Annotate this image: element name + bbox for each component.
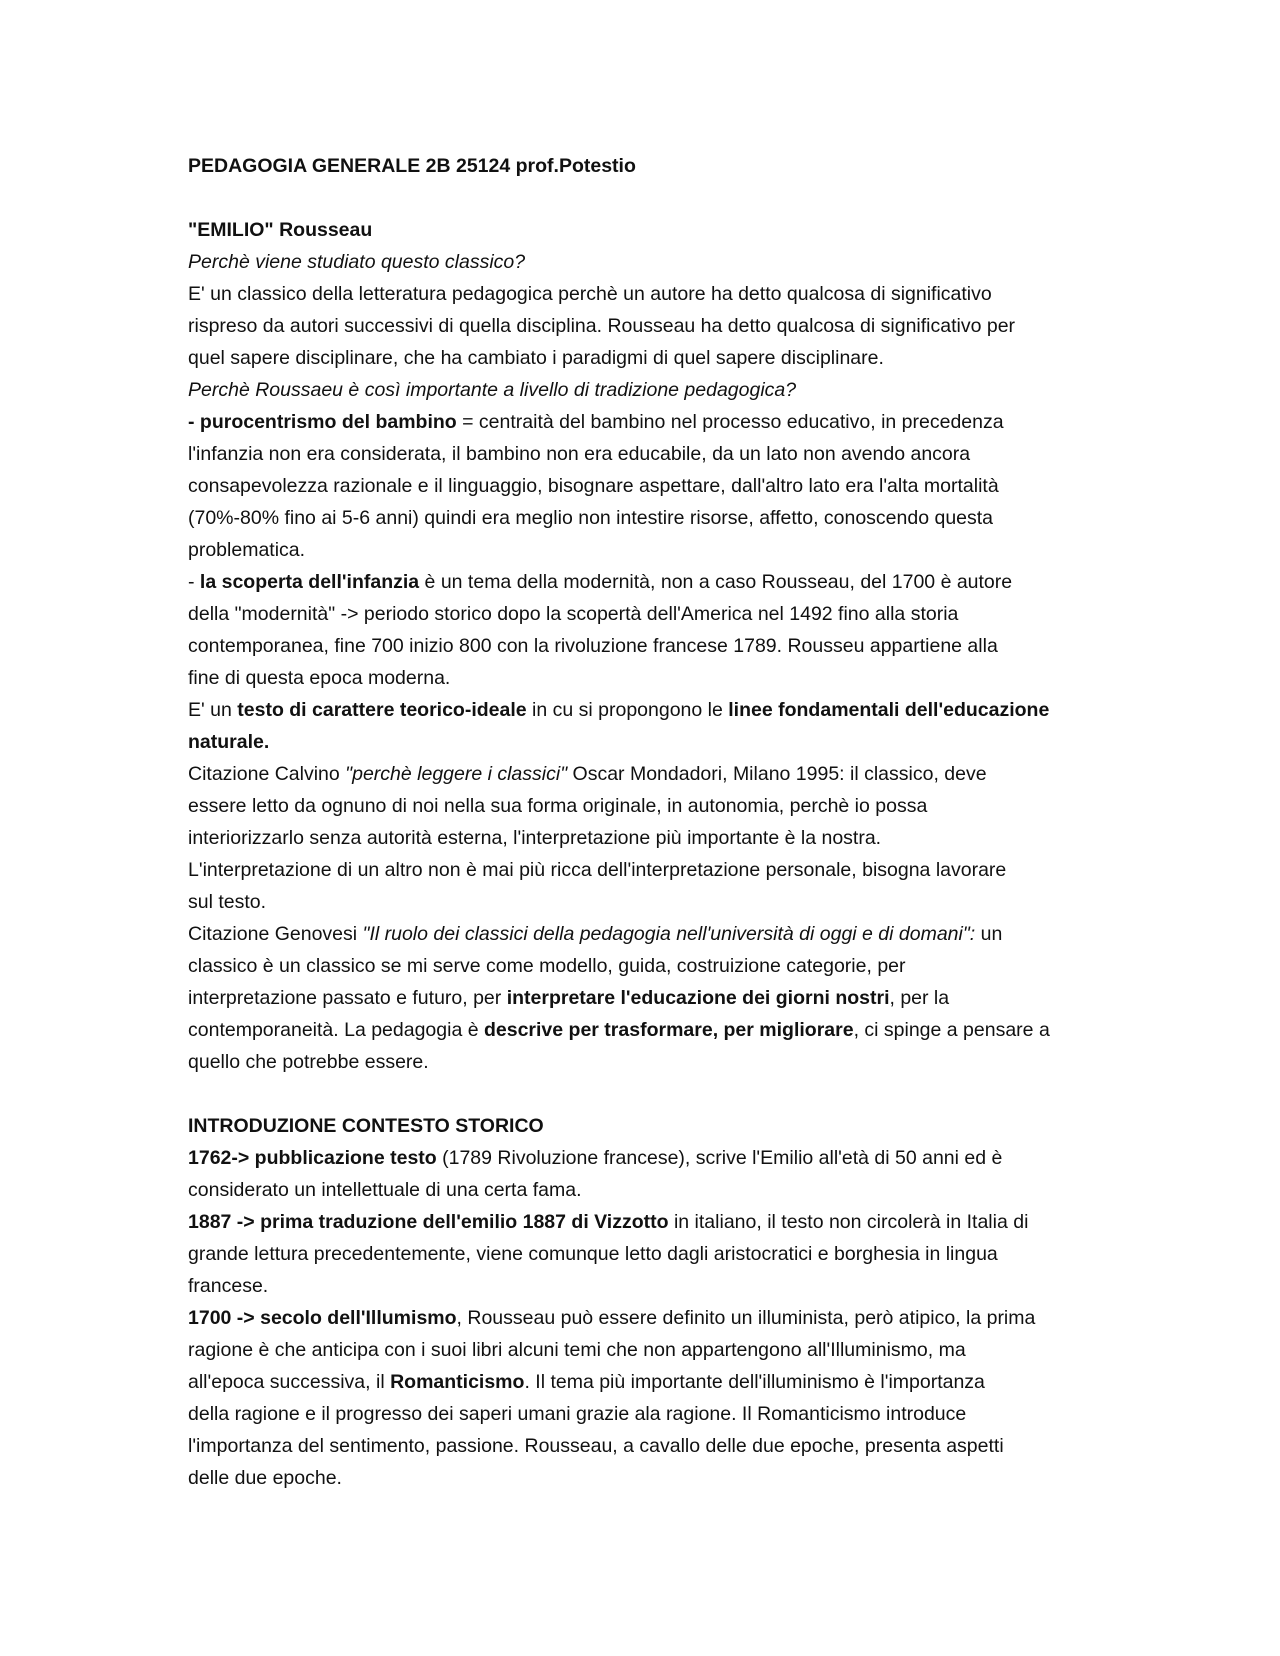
entry-1700: 1700 -> secolo dell'Illumismo, Rousseau può essere definito un illuminista, però atipico, la prima <box>188 1307 1036 1329</box>
paragraph-line: interpretazione passato e futuro, per interpretare l'educazione dei giorni nostri, per la <box>188 987 950 1009</box>
paragraph-line: ragione è che anticipa con i suoi libri alcuni temi che non appartengono all'Illuminismo, ma <box>188 1339 966 1361</box>
paragraph-line: sul testo. <box>188 891 267 913</box>
entry-1762: 1762-> pubblicazione testo (1789 Rivoluzione francese), scrive l'Emilio all'età di 50 anni ed è <box>188 1147 1003 1169</box>
quote-calvino: Citazione Calvino "perchè leggere i classici" Oscar Mondadori, Milano 1995: il classico, deve <box>188 763 987 785</box>
question-why-important: Perchè Roussaeu è così importante a livello di tradizione pedagogica? <box>188 379 797 401</box>
blank-line <box>188 182 1088 214</box>
paragraph-line: contemporaneità. La pedagogia è descrive per trasformare, per migliorare, ci spinge a pensare a <box>188 1019 1050 1041</box>
paragraph-line: della "modernità" -> periodo storico dopo la scopertà dell'America nel 1492 fino alla storia <box>188 603 959 625</box>
paragraph-line: grande lettura precedentemente, viene comunque letto dagli aristocratici e borghesia in lingua <box>188 1243 998 1265</box>
blank-line <box>188 1078 1088 1110</box>
section-title-contesto-storico: INTRODUZIONE CONTESTO STORICO <box>188 1115 544 1137</box>
paragraph-line: interiorizzarlo senza autorità esterna, l'interpretazione più importante è la nostra. <box>188 827 882 849</box>
document-page <box>188 150 1088 1494</box>
paragraph-line: francese. <box>188 1275 269 1297</box>
paragraph-line: quel sapere disciplinare, che ha cambiato i paradigmi di quel sapere disciplinare. <box>188 347 884 369</box>
paragraph-line: l'importanza del sentimento, passione. Rousseau, a cavallo delle due epoche, presenta aspetti <box>188 1435 1004 1457</box>
paragraph-line: della ragione e il progresso dei saperi umani grazie ala ragione. Il Romanticismo introduce <box>188 1403 967 1425</box>
paragraph-line: essere letto da ognuno di noi nella sua forma originale, in autonomia, perchè io possa <box>188 795 928 817</box>
paragraph-line: L'interpretazione di un altro non è mai più ricca dell'interpretazione personale, bisogna lavorare <box>188 859 1007 881</box>
paragraph-line: l'infanzia non era considerata, il bambino non era educabile, da un lato non avendo ancora <box>188 443 971 465</box>
question-why-studied: Perchè viene studiato questo classico? <box>188 251 526 273</box>
paragraph-line: (70%-80% fino ai 5-6 anni) quindi era meglio non intestire risorse, affetto, conoscendo questa <box>188 507 994 529</box>
paragraph-line: consapevolezza razionale e il linguaggio, bisognare aspettare, dall'altro lato era l'alta mortalità <box>188 475 999 497</box>
bullet-scoperta-infanzia: - la scoperta dell'infanzia è un tema della modernità, non a caso Rousseau, del 1700 è autore <box>188 571 1013 593</box>
paragraph-line: contemporanea, fine 700 inizio 800 con la rivoluzione francese 1789. Rousseu appartiene alla <box>188 635 998 657</box>
paragraph-line: fine di questa epoca moderna. <box>188 667 451 689</box>
paragraph-teorico-ideale: E' un testo di carattere teorico-ideale in cu si propongono le linee fondamentali dell'educazione <box>188 699 1050 721</box>
paragraph-line: considerato un intellettuale di una certa fama. <box>188 1179 582 1201</box>
paragraph-line: delle due epoche. <box>188 1467 342 1489</box>
entry-1887: 1887 -> prima traduzione dell'emilio 1887 di Vizzotto in italiano, il testo non circolerà in Italia di <box>188 1211 1029 1233</box>
paragraph-line: naturale. <box>188 731 270 753</box>
paragraph-line: problematica. <box>188 539 306 561</box>
paragraph-line: classico è un classico se mi serve come modello, guida, costruizione categorie, per <box>188 955 906 977</box>
paragraph-line: quello che potrebbe essere. <box>188 1051 429 1073</box>
paragraph-line: E' un classico della letteratura pedagogica perchè un autore ha detto qualcosa di significativo <box>188 283 992 305</box>
paragraph-line: all'epoca successiva, il Romanticismo. Il tema più importante dell'illuminismo è l'importanza <box>188 1371 985 1393</box>
bullet-purocentrismo: - purocentrismo del bambino = centraità del bambino nel processo educativo, in precedenza <box>188 411 1004 433</box>
quote-genovesi: Citazione Genovesi "Il ruolo dei classici della pedagogia nell'università di oggi e di domani": un <box>188 923 1003 945</box>
document-title: PEDAGOGIA GENERALE 2B 25124 prof.Potestio <box>188 155 636 177</box>
section-title-emilio: "EMILIO" Rousseau <box>188 219 373 241</box>
paragraph-line: rispreso da autori successivi di quella disciplina. Rousseau ha detto qualcosa di significativo per <box>188 315 1016 337</box>
